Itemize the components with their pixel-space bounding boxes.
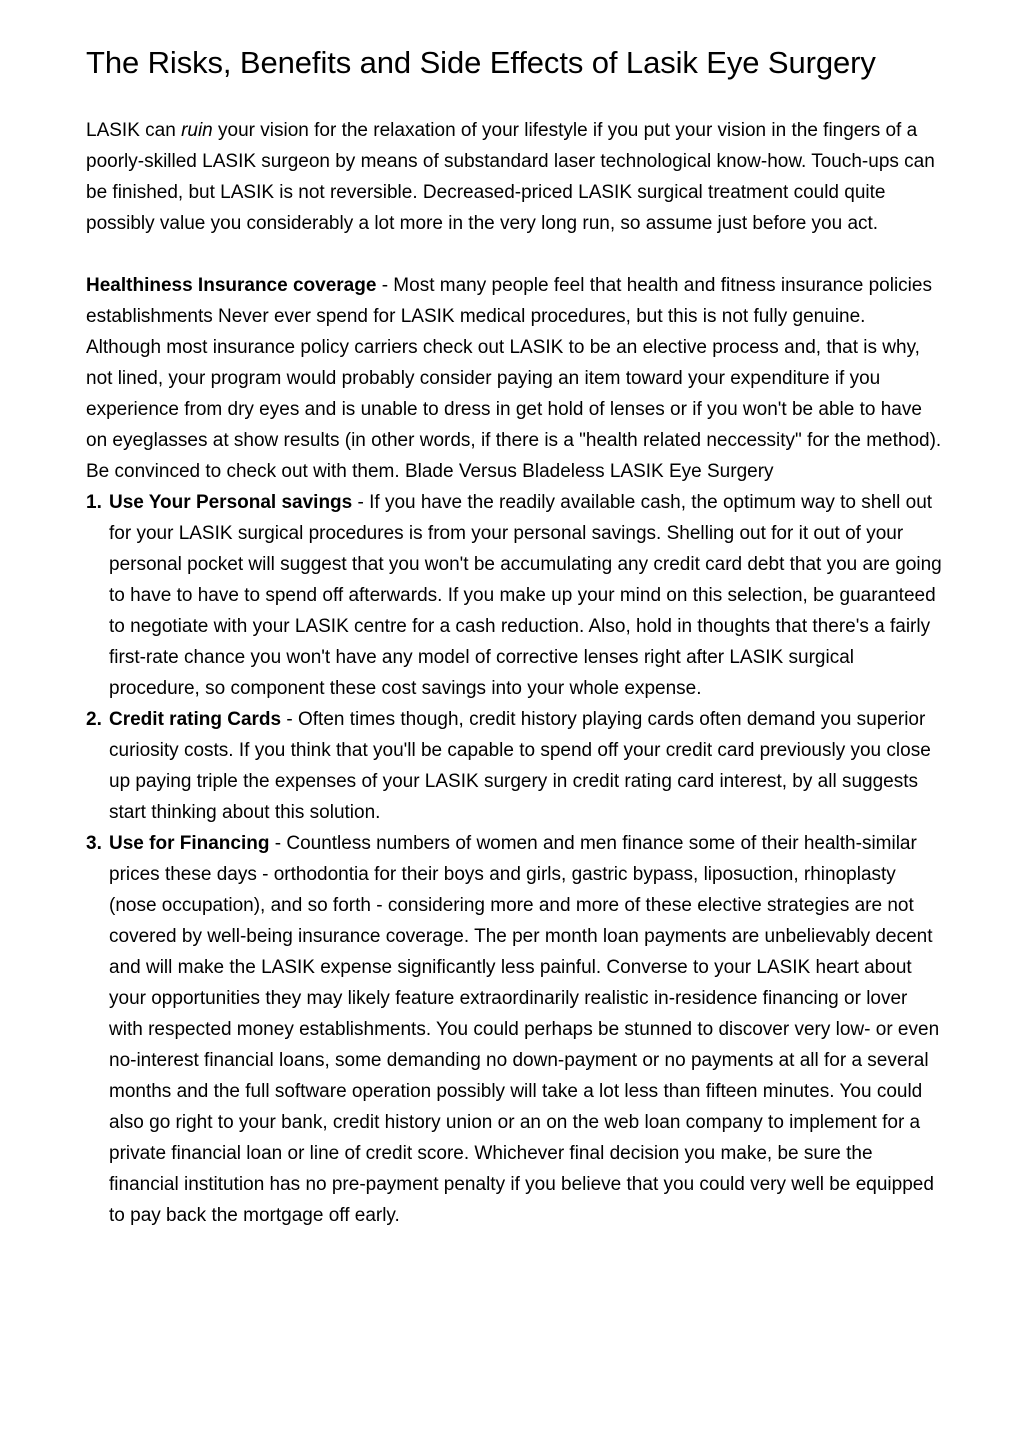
intro-paragraph (86, 115, 942, 239)
list-item-heading: Credit rating Cards (109, 709, 282, 730)
document-title: The Risks, Benefits and Side Effects of Lasik Eye Surgery (86, 45, 876, 80)
intro-text-start: LASIK can (86, 120, 182, 141)
intro-emphasis: ruin (181, 120, 213, 141)
list-item (86, 704, 942, 828)
insurance-paragraph (86, 270, 942, 487)
insurance-text: - Most many people feel that health and fitness insurance policies establishments Never ever spend for LASIK medical procedures, but this is not fully genuine. Although most insurance policy carriers check out LASIK to be an elective process and, that is why, not lined, your program would probably consider paying an item toward your expenditure if you experience from dry eyes and is unable to dress in get hold of lenses or if you won't be able to have on eyeglasses at show results (in other words, if there is a "health related neccessity" for the method). Be convinced to check out with them. Blade Versus Bladeless LASIK Eye Surgery (86, 275, 942, 482)
list-item-heading: Use for Financing (109, 833, 270, 854)
intro-text-rest: your vision for the relaxation of your lifestyle if you put your vision in the fingers of a poorly-skilled LASIK surgeon by means of substandard laser technological know-how. Touch-ups can be finished, but LASIK is not reversible. Decreased-priced LASIK surgical treatment could quite possibly value you considerably a lot more in the very long run, so assume just before you act. (86, 120, 935, 234)
document-body (86, 115, 942, 1231)
payment-options-list (86, 487, 942, 1231)
list-item-heading: Use Your Personal savings (109, 492, 353, 513)
list-item (86, 828, 942, 1231)
insurance-heading: Healthiness Insurance coverage (86, 275, 377, 296)
list-item-number: 1. (86, 492, 102, 513)
list-item-text: - If you have the readily available cash, the optimum way to shell out for your LASIK surgical procedures is from your personal savings. Shelling out for it out of your personal pocket will suggest that you won't be accumulating any credit card debt that you are going to have to have to spend off afterwards. If you make up your mind on this selection, be guaranteed to negotiate with your LASIK centre for a cash reduction. Also, hold in thoughts that there's a fairly first-rate chance you won't have any model of corrective lenses right after LASIK surgical procedure, so component these cost savings into your whole expense. (109, 492, 942, 699)
list-item-number: 3. (86, 833, 102, 854)
list-item-number: 2. (86, 709, 102, 730)
list-item-text: - Countless numbers of women and men finance some of their health-similar prices these days - orthodontia for their boys and girls, gastric bypass, liposuction, rhinoplasty (nose occupation), and so forth - considering more and more of these elective strategies are not covered by well-being insurance coverage. The per month loan payments are unbelievably decent and will make the LASIK expense significantly less painful. Converse to your LASIK heart about your opportunities they may likely feature extraordinarily realistic in-residence financing or lover with respected money establishments. You could perhaps be stunned to discover very low- or even no-interest financial loans, some demanding no down-payment or no payments at all for a several months and the full software operation possibly will take a lot less than fifteen minutes. You could also go right to your bank, credit history union or an on the web loan company to implement for a private financial loan or line of credit score. Whichever final decision you make, be sure the financial institution has no pre-payment penalty if you believe that you could very well be equipped to pay back the mortgage off early. (109, 833, 940, 1226)
list-item-text: - Often times though, credit history playing cards often demand you superior curiosity costs. If you think that you'll be capable to spend off your credit card previously you close up paying triple the expenses of your LASIK surgery in credit rating card interest, by all suggests start thinking about this solution. (109, 709, 931, 823)
list-item (86, 487, 942, 704)
